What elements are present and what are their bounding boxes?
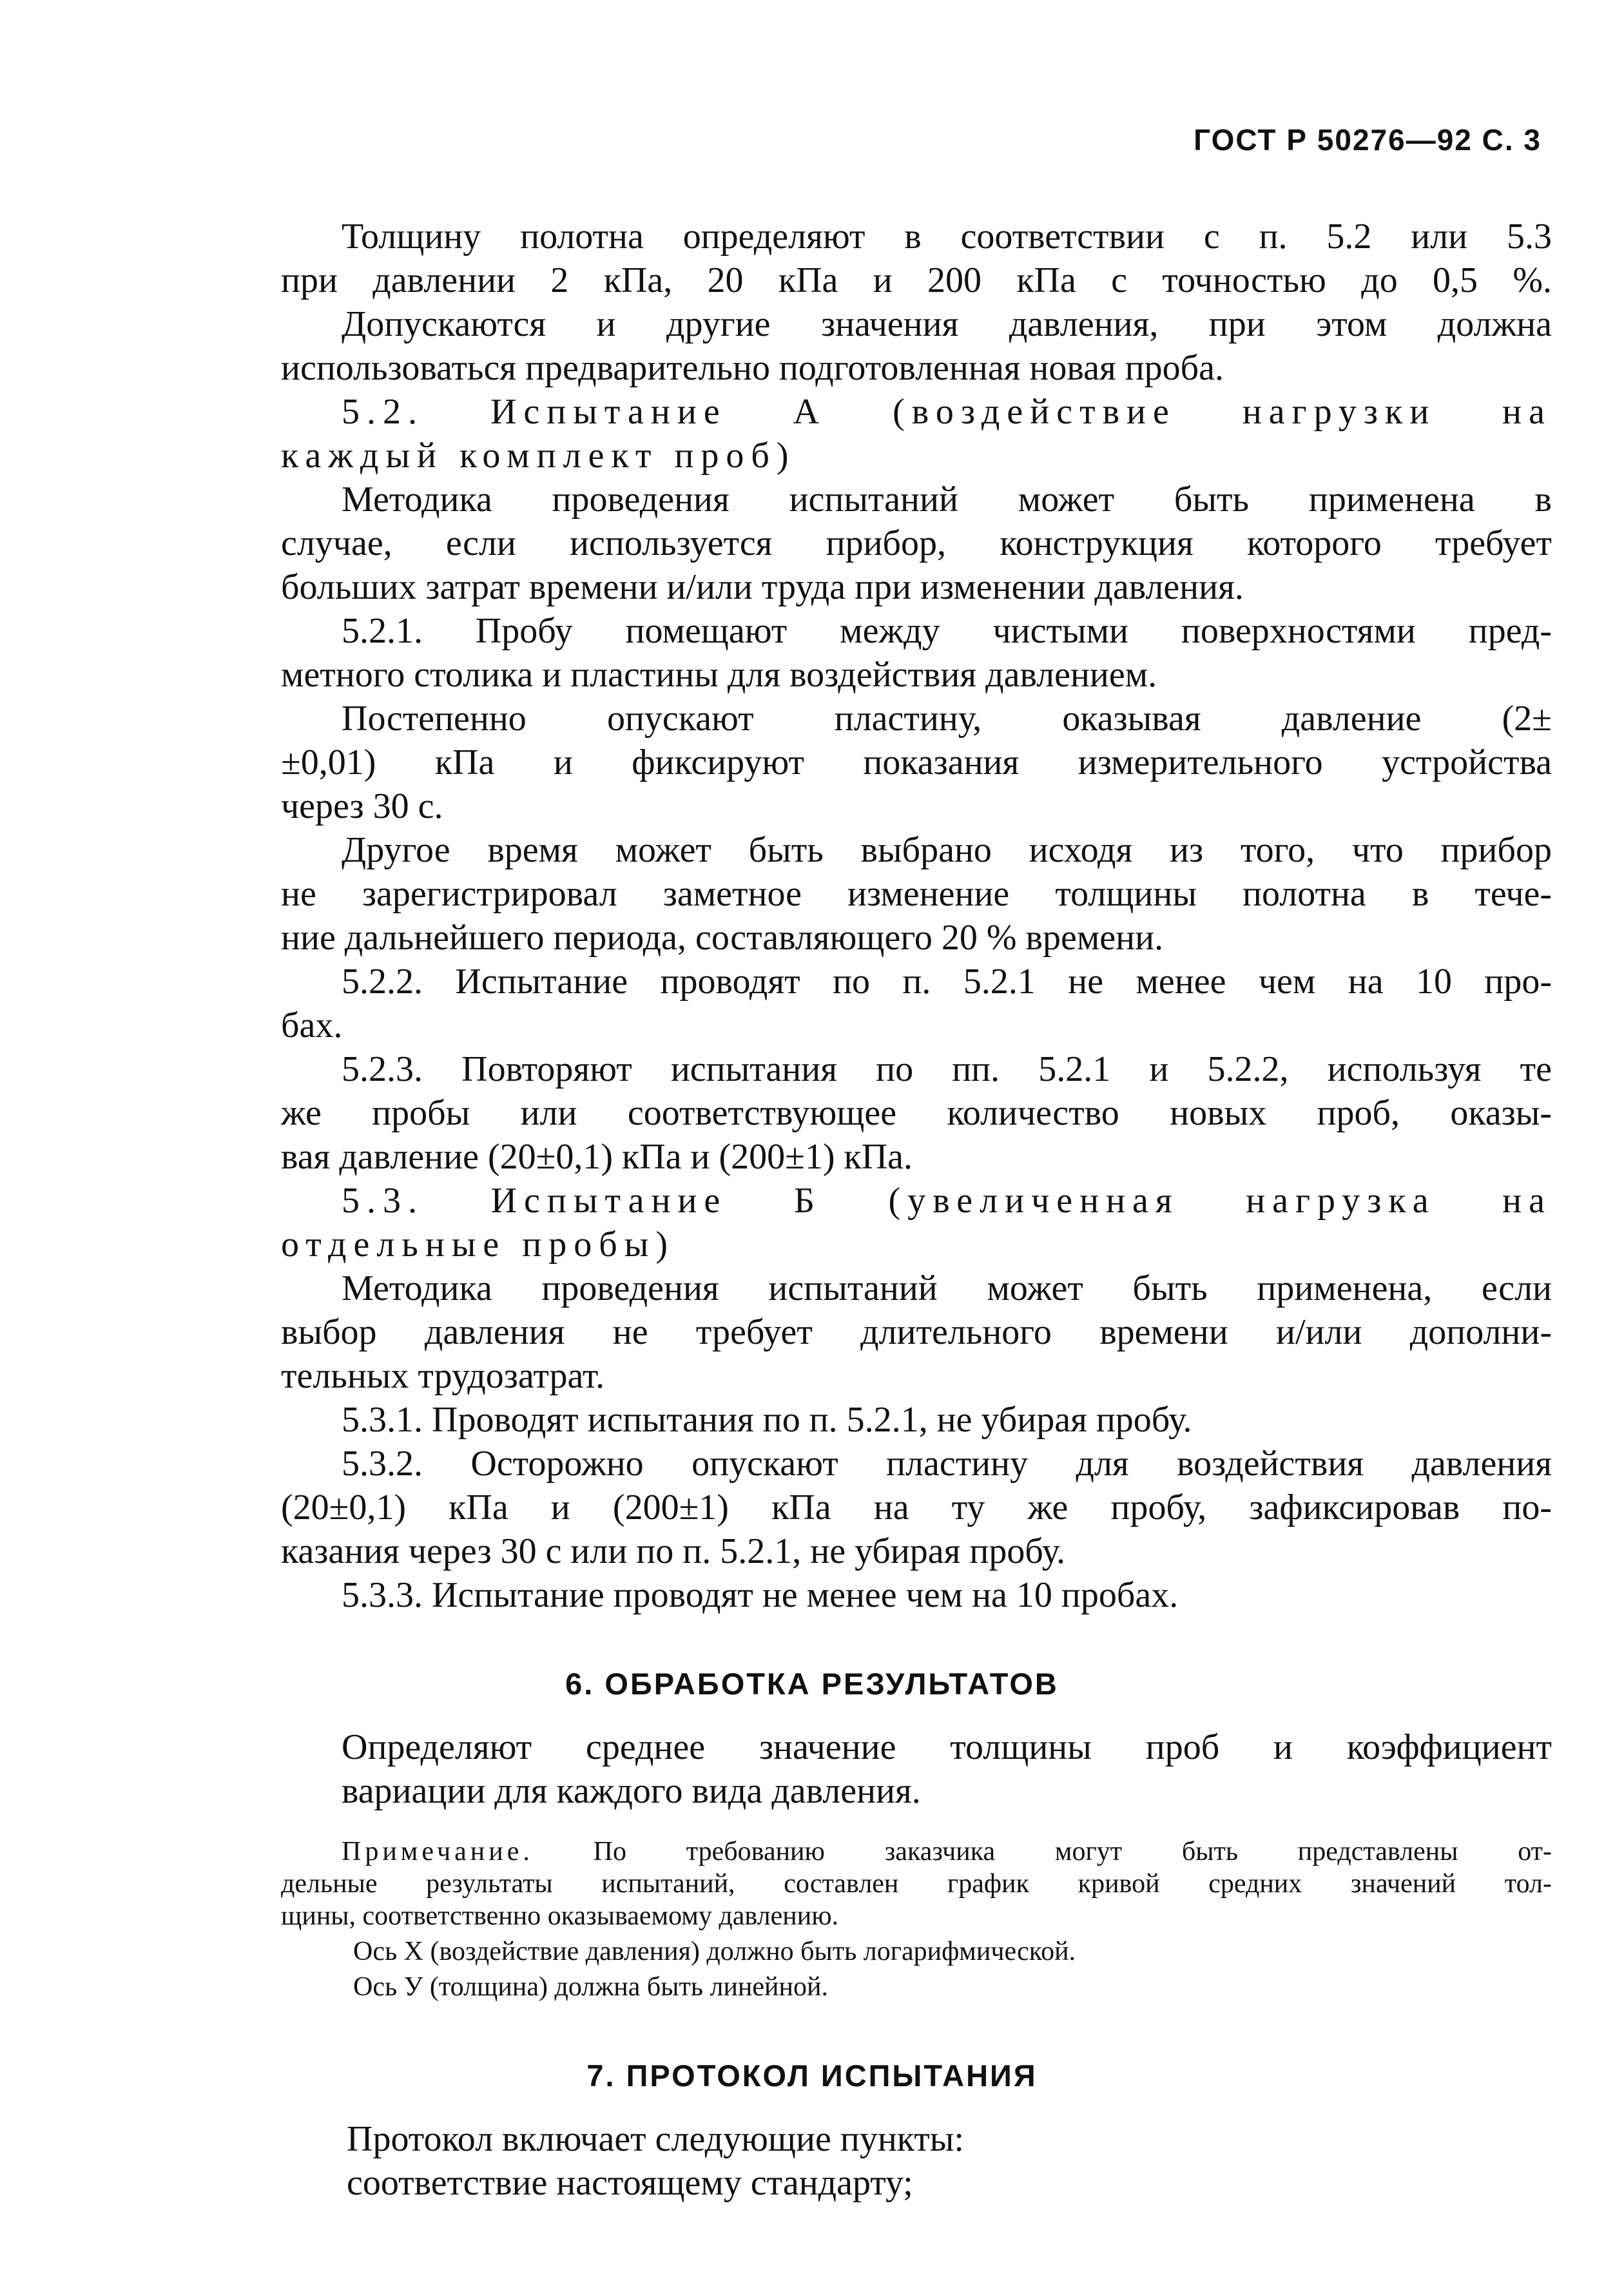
text-line: (20±0,1) кПа и (200±1) кПа на ту же пробу, зафиксировав по- [281, 1487, 1552, 1527]
text-line: вариации для каждого вида давления. [342, 1771, 921, 1811]
text-line: 5.3.1. Проводят испытания по п. 5.2.1, не убирая пробу. [342, 1400, 1192, 1440]
text-line: казания через 30 с или по п. 5.2.1, не убирая пробу. [281, 1531, 1066, 1571]
section-5-2-title: 5.2. Испытание А (воздействие нагрузки на [342, 392, 1552, 432]
section-6-heading: 6. ОБРАБОТКА РЕЗУЛЬТАТОВ [565, 1667, 1059, 1701]
text-line: Протокол включает следующие пункты: [347, 2119, 964, 2159]
text-line: выбор давления не требует длительного времени и/или дополни- [281, 1312, 1552, 1352]
page-header: ГОСТ Р 50276—92 С. 3 [1194, 123, 1542, 157]
text-line: Методика проведения испытаний может быть применена в [342, 480, 1552, 519]
note-label: Примечание. [342, 1837, 534, 1866]
text-line: 5.3.3. Испытание проводят не менее чем на 10 пробах. [342, 1575, 1179, 1615]
text-line: Другое время может быть выбрано исходя из того, что прибор [342, 830, 1552, 870]
text-line: метного столика и пластины для воздействия давлением. [281, 655, 1157, 695]
text-line: 5.2.2. Испытание проводят по п. 5.2.1 не менее чем на 10 про- [342, 962, 1552, 1002]
text-line: через 30 с. [281, 786, 443, 826]
text-line: Методика проведения испытаний может быть применена, если [342, 1268, 1552, 1308]
text-line: 5.2.3. Повторяют испытания по пп. 5.2.1 и 5.2.2, используя те [342, 1049, 1552, 1089]
text-line: соответствие настоящему стандарту; [347, 2163, 913, 2203]
text-line: Допускаются и другие значения давления, при этом должна [342, 304, 1552, 344]
text-line: Толщину полотна определяют в соответствии с п. 5.2 или 5.3 [342, 217, 1552, 257]
text-line: ±0,01) кПа и фиксируют показания измерительного устройства [281, 742, 1552, 782]
note-line [342, 1836, 1552, 1868]
note-line: дельные результаты испытаний, составлен график кривой средних значений тол- [281, 1869, 1552, 1899]
text-line: ние дальнейшего периода, составляющего 20 % времени. [281, 918, 1164, 958]
note-line: Ось X (воздействие давления) должно быть логарифмической. [353, 1937, 1076, 1966]
section-7-heading: 7. ПРОТОКОЛ ИСПЫТАНИЯ [586, 2059, 1038, 2093]
text-line: Определяют среднее значение толщины проб и коэффициент [342, 1727, 1552, 1767]
text-line: больших затрат времени и/или труда при изменении давления. [281, 567, 1244, 607]
section-5-3-title: 5.3. Испытание Б (увеличенная нагрузка на [342, 1181, 1552, 1221]
text-line: 5.3.2. Осторожно опускают пластину для воздействия давления [342, 1444, 1552, 1484]
note-line: Ось У (толщина) должна быть линейной. [353, 1972, 828, 2002]
text-line: не зарегистрировал заметное изменение толщины полотна в тече- [281, 874, 1552, 914]
text-line: бах. [281, 1005, 343, 1045]
section-5-2-title-cont: каждый комплект проб) [281, 436, 796, 476]
text-line: же пробы или соответствующее количество новых проб, оказы- [281, 1093, 1552, 1133]
text-line: тельных трудозатрат. [281, 1356, 605, 1396]
text-line: при давлении 2 кПа, 20 кПа и 200 кПа с точностью до 0,5 %. [281, 260, 1552, 300]
text-line: использоваться предварительно подготовленная новая проба. [281, 348, 1224, 388]
text-line: Постепенно опускают пластину, оказывая давление (2± [342, 699, 1552, 739]
section-5-3-title-cont: отдельные пробы) [281, 1225, 675, 1264]
text-line: случае, если используется прибор, конструкция которого требует [281, 523, 1552, 563]
text-line: вая давление (20±0,1) кПа и (200±1) кПа. [281, 1137, 913, 1177]
note-line: щины, соответственно оказываемому давлению. [281, 1901, 839, 1931]
note-text: По требованию заказчика могут быть представлены от- [593, 1837, 1552, 1866]
text-line: 5.2.1. Пробу помещают между чистыми поверхностями пред- [342, 611, 1552, 651]
